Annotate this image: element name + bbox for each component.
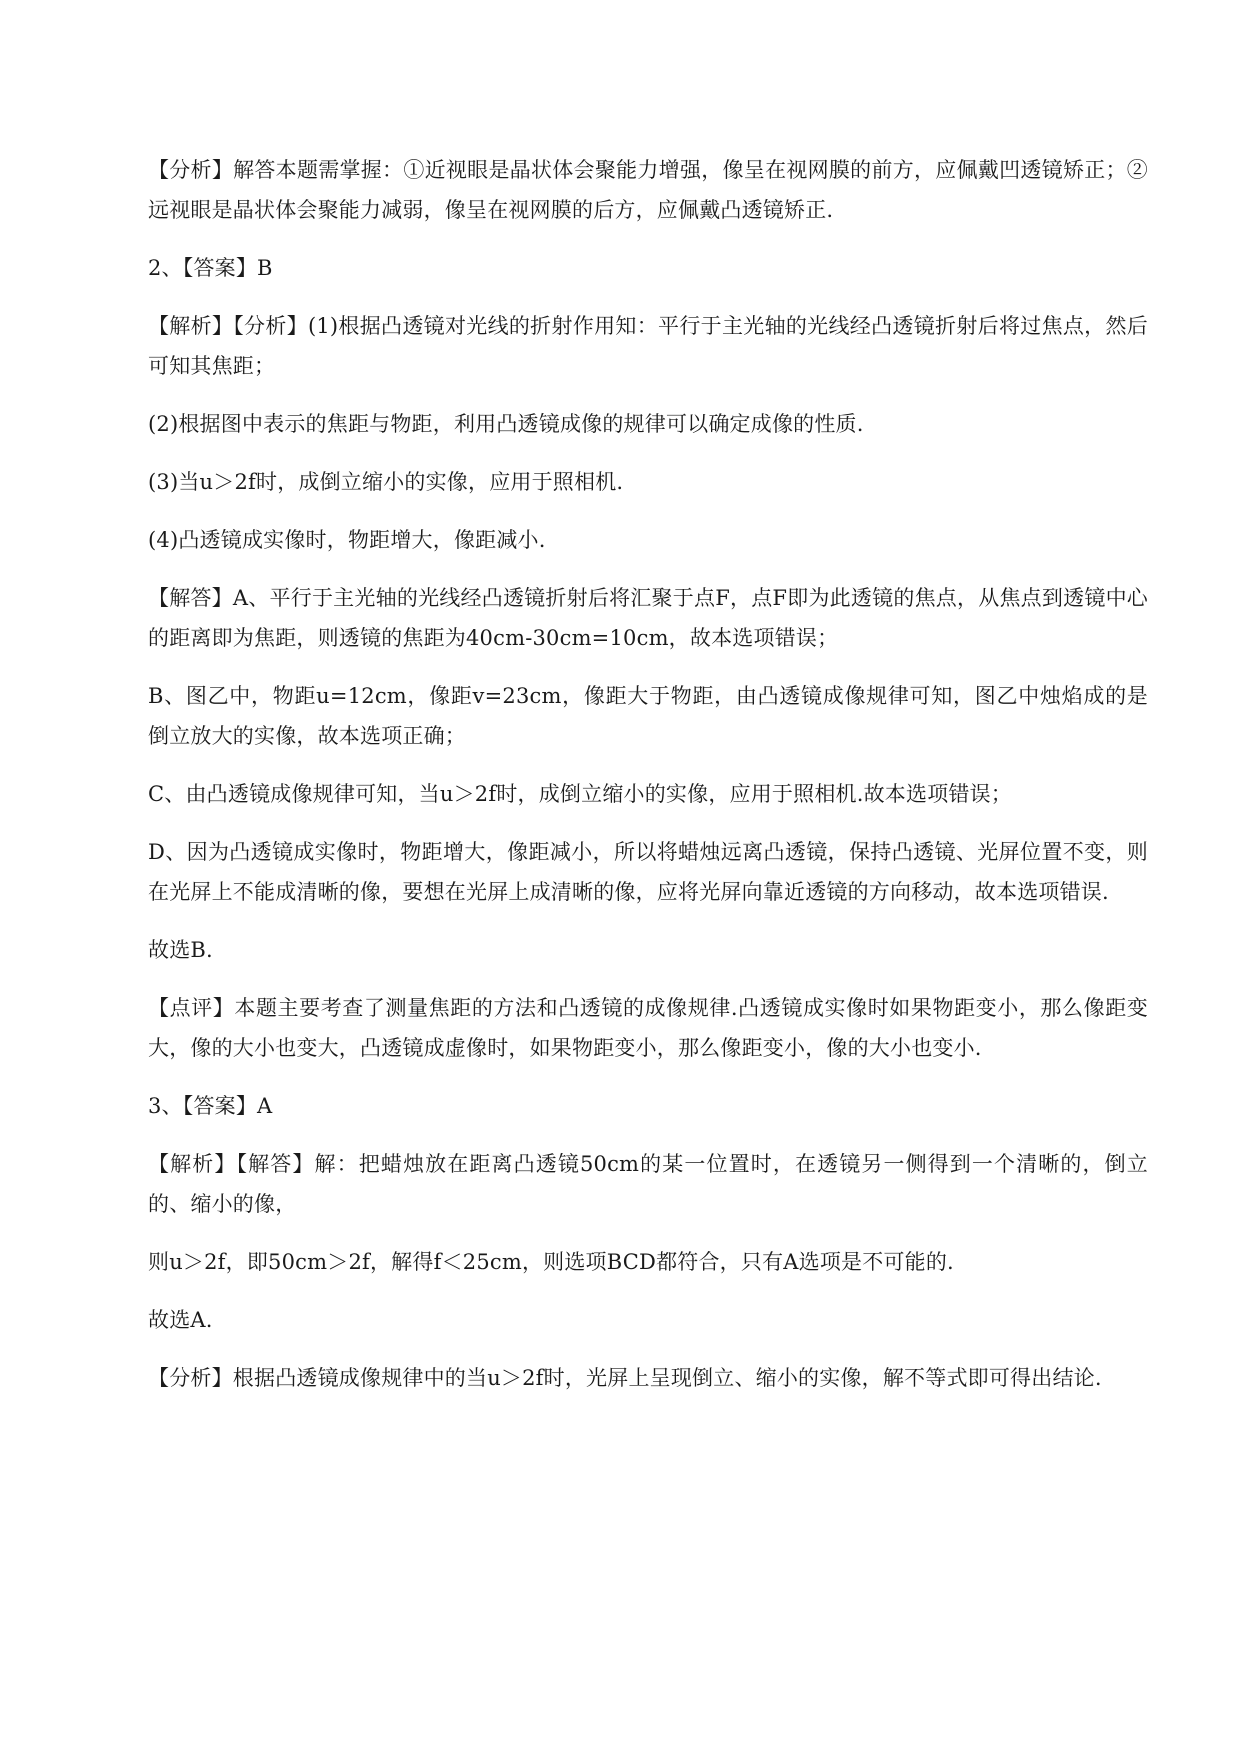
review-paragraph-2: 【点评】本题主要考查了测量焦距的方法和凸透镜的成像规律.凸透镜成实像时如果物距变小，那么像距变大，像的大小也变大，凸透镜成虚像时，如果物距变小，那么像距变小，像的大小也变小. [148, 996, 1148, 1060]
solution-option-b: B、图乙中，物距u=12cm，像距v=23cm，像距大于物距，由凸透镜成像规律可知，图乙中烛焰成的是倒立放大的实像，故本选项正确； [148, 684, 1148, 748]
solution-option-a: 【解答】A、平行于主光轴的光线经凸透镜折射后将汇聚于点F，点F即为此透镜的焦点，从焦点到透镜中心的距离即为焦距，则透镜的焦距为40cm-30cm=10cm，故本选项错误； [148, 586, 1148, 650]
solution-option-c: C、由凸透镜成像规律可知，当u＞2f时，成倒立缩小的实像，应用于照相机.故本选项错误； [148, 782, 1012, 806]
answer-heading-2: 2、【答案】B [148, 256, 273, 280]
explanation-point-4: (4)凸透镜成实像时，物距增大，像距减小. [148, 528, 546, 552]
analysis-paragraph-1: 【分析】解答本题需掌握：①近视眼是晶状体会聚能力增强，像呈在视网膜的前方，应佩戴凹透镜矫正；②远视眼是晶状体会聚能力减弱，像呈在视网膜的后方，应佩戴凸透镜矫正. [148, 158, 1148, 222]
choice-conclusion-3: 故选A. [148, 1308, 213, 1332]
explanation-paragraph-2a: 【解析】【分析】(1)根据凸透镜对光线的折射作用知：平行于主光轴的光线经凸透镜折射后将过焦点，然后可知其焦距； [148, 314, 1148, 378]
explanation-point-3: (3)当u＞2f时，成倒立缩小的实像，应用于照相机. [148, 470, 624, 494]
explanation-point-2: (2)根据图中表示的焦距与物距，利用凸透镜成像的规律可以确定成像的性质. [148, 412, 864, 436]
document-page [148, 150, 1148, 1416]
inequality-paragraph-3: 则u＞2f，即50cm＞2f，解得f＜25cm，则选项BCD都符合，只有A选项是不可能的. [148, 1250, 954, 1274]
explanation-paragraph-3: 【解析】【解答】解：把蜡烛放在距离凸透镜50cm的某一位置时，在透镜另一侧得到一个清晰的，倒立的、缩小的像， [148, 1152, 1148, 1216]
choice-conclusion-2: 故选B. [148, 938, 213, 962]
analysis-paragraph-3: 【分析】根据凸透镜成像规律中的当u＞2f时，光屏上呈现倒立、缩小的实像，解不等式即可得出结论. [148, 1366, 1102, 1390]
solution-option-d: D、因为凸透镜成实像时，物距增大，像距减小，所以将蜡烛远离凸透镜，保持凸透镜、光屏位置不变，则在光屏上不能成清晰的像，要想在光屏上成清晰的像，应将光屏向靠近透镜的方向移动，故本选项错误. [148, 840, 1148, 904]
answer-heading-3: 3、【答案】A [148, 1094, 273, 1118]
